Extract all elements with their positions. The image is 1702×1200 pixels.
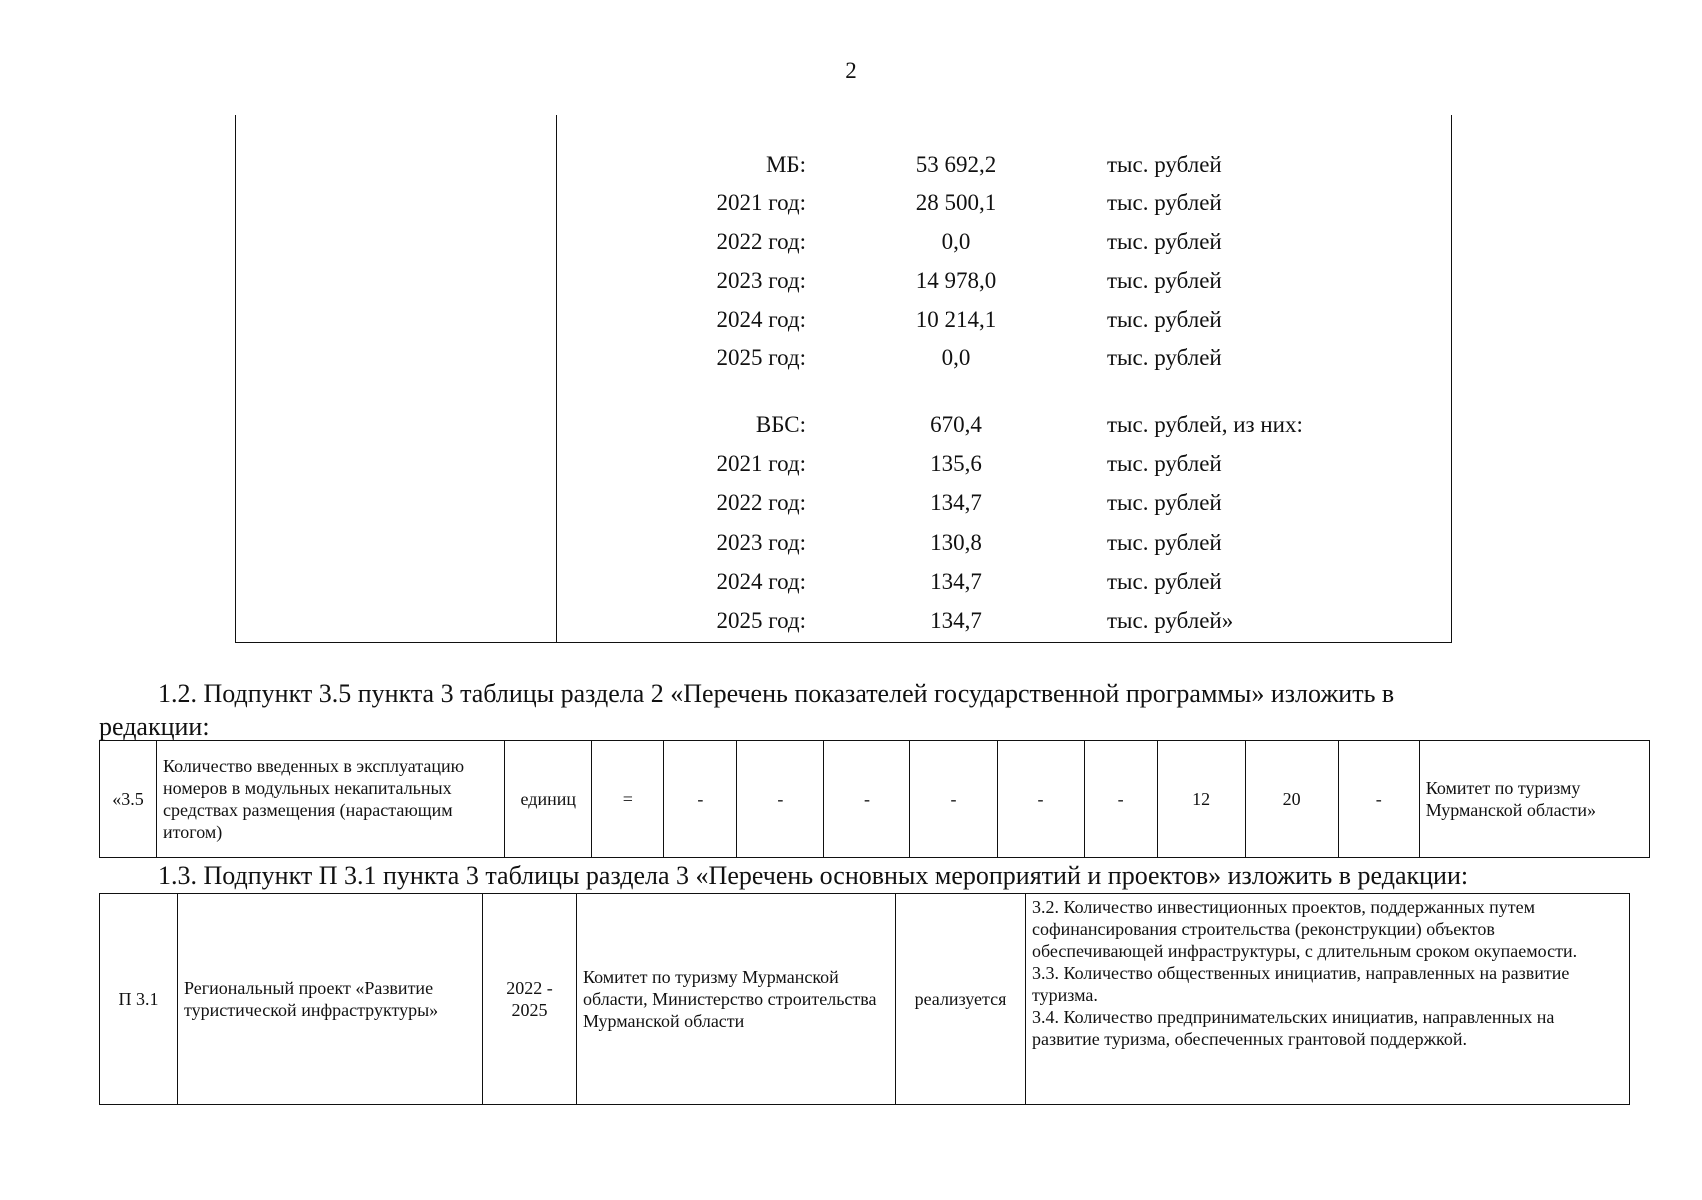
paragraph-1-2-line1: 1.2. Подпункт 3.5 пункта 3 таблицы раздела 2 «Перечень показателей государственной программы» изложить в [158, 679, 1395, 708]
funding-label: 2022 год: [716, 229, 806, 254]
indicator-cell: 20 [1245, 741, 1338, 858]
funding-value: 14 978,0 [915, 268, 997, 293]
project-row [100, 894, 1630, 1105]
funding-label: 2025 год: [716, 345, 806, 370]
indicator-name: Количество введенных в эксплуатацию номеров в модульных некапитальных средствах размещения (нарастающим итогом) [157, 741, 505, 858]
indicator-row [100, 741, 1650, 858]
indicator-cell: = [592, 741, 664, 858]
funding-label: 2024 год: [716, 569, 806, 594]
funding-unit: тыс. рублей [1107, 268, 1222, 293]
funding-row [0, 188, 1702, 218]
funding-value: 0,0 [941, 345, 971, 370]
funding-unit: тыс. рублей [1107, 451, 1222, 476]
funding-unit: тыс. рублей [1107, 569, 1222, 594]
project-code: П 3.1 [100, 894, 178, 1105]
project-years-end: 2025 [511, 1000, 548, 1020]
funding-label: 2021 год: [716, 190, 806, 215]
indicator-code: «3.5 [100, 741, 157, 858]
paragraph-1-2-line2: редакции: [99, 712, 210, 741]
indicator-responsible: Комитет по туризму Мурманской области» [1419, 741, 1649, 858]
funding-value: 134,7 [930, 569, 982, 594]
indicator-table [99, 740, 1650, 858]
indicator-cell: - [997, 741, 1084, 858]
project-indicator-item: 3.2. Количество инвестиционных проектов, поддержанных путем софинансирования строительства (реконструкции) объектов обеспечивающей инфраструктуры, с длительным сроком окупаемости. [1032, 897, 1578, 961]
funding-value: 134,7 [930, 490, 982, 515]
funding-row [0, 266, 1702, 296]
indicator-cell: - [664, 741, 737, 858]
funding-value: 28 500,1 [915, 190, 997, 215]
funding-label: 2021 год: [716, 451, 806, 476]
funding-value: 670,4 [930, 412, 982, 437]
funding-unit: тыс. рублей [1107, 152, 1222, 177]
funding-label: 2024 год: [716, 307, 806, 332]
project-executor: Комитет по туризму Мурманской области, Министерство строительства Мурманской области [577, 894, 896, 1105]
funding-row [0, 150, 1702, 180]
project-status: реализуется [896, 894, 1026, 1105]
funding-unit: тыс. рублей [1107, 490, 1222, 515]
funding-unit: тыс. рублей [1107, 345, 1222, 370]
funding-label: 2023 год: [716, 268, 806, 293]
indicator-cell: - [1338, 741, 1419, 858]
funding-value: 10 214,1 [915, 307, 997, 332]
funding-row [0, 488, 1702, 518]
funding-unit: тыс. рублей [1107, 530, 1222, 555]
funding-row [0, 410, 1702, 440]
funding-row [0, 305, 1702, 335]
project-table [99, 893, 1630, 1105]
funding-label: 2022 год: [716, 490, 806, 515]
funding-row [0, 227, 1702, 257]
funding-row [0, 449, 1702, 479]
funding-value: 130,8 [930, 530, 982, 555]
indicator-cell: - [910, 741, 997, 858]
funding-value: 135,6 [930, 451, 982, 476]
paragraph-1-3: 1.3. Подпункт П 3.1 пункта 3 таблицы раздела 3 «Перечень основных мероприятий и проектов» изложить в редакции: [158, 861, 1469, 890]
funding-value: 134,7 [930, 608, 982, 633]
project-indicator-item: 3.3. Количество общественных инициатив, направленных на развитие туризма. [1032, 963, 1570, 1005]
project-years-start: 2022 - [506, 978, 553, 998]
funding-value: 0,0 [941, 229, 971, 254]
funding-row [0, 567, 1702, 597]
funding-unit: тыс. рублей [1107, 229, 1222, 254]
funding-value: 53 692,2 [915, 152, 997, 177]
funding-unit: тыс. рублей, из них: [1107, 412, 1303, 437]
funding-label: ВБС: [755, 412, 806, 437]
funding-label: 2023 год: [716, 530, 806, 555]
funding-unit: тыс. рублей [1107, 190, 1222, 215]
funding-row [0, 528, 1702, 558]
funding-unit: тыс. рублей [1107, 307, 1222, 332]
project-years [483, 894, 577, 1105]
indicator-cell: - [824, 741, 910, 858]
funding-row [0, 606, 1702, 636]
funding-label: МБ: [765, 152, 806, 177]
indicator-cell: - [1084, 741, 1157, 858]
indicator-cell: - [737, 741, 824, 858]
project-indicators [1026, 894, 1630, 1105]
indicator-unit: единиц [505, 741, 592, 858]
page-number: 2 [845, 58, 857, 83]
funding-row [0, 343, 1702, 373]
funding-unit: тыс. рублей» [1107, 608, 1234, 633]
project-name: Региональный проект «Развитие туристической инфраструктуры» [178, 894, 483, 1105]
project-indicator-item: 3.4. Количество предпринимательских инициатив, направленных на развитие туризма, обеспеченных грантовой поддержкой. [1032, 1007, 1555, 1049]
funding-label: 2025 год: [716, 608, 806, 633]
indicator-cell: 12 [1157, 741, 1245, 858]
